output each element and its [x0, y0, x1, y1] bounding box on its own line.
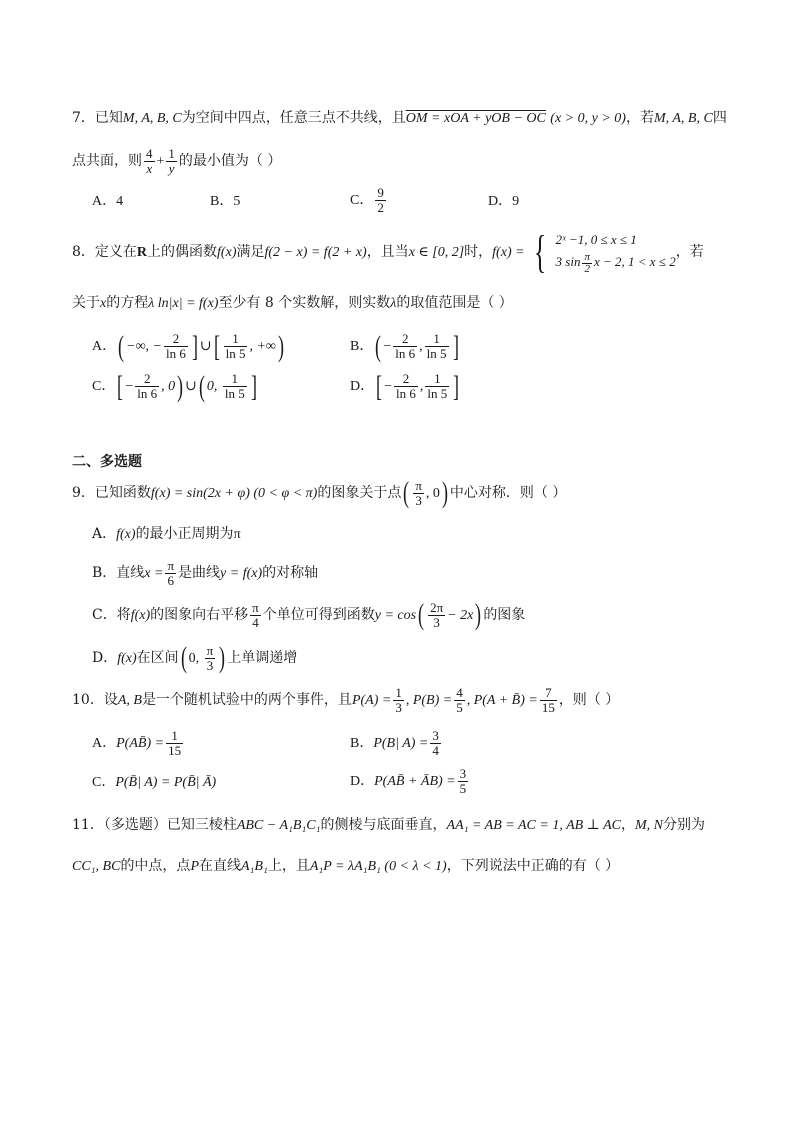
q7-points: M, A, B, C: [653, 111, 713, 126]
fraction: $\frac{2}{\ln 6}$: [166, 331, 186, 362]
q7-line2: [72, 146, 281, 177]
q10-option-b: [350, 726, 443, 761]
q7-option-a: A．4: [92, 194, 124, 209]
option-label: B．: [350, 736, 374, 751]
math-expr: f(2 − x) = f(2 + x): [264, 245, 367, 260]
fraction: $\frac{3}{4}$: [432, 727, 439, 758]
q9-option-d: D．f(x)在区间( 0, $\frac{\pi}{3}$ ) 上单调递增: [92, 641, 298, 674]
math-expr: f(x): [217, 245, 237, 260]
q7-text: 点共面，则: [72, 153, 142, 169]
q9-text: 已知函数: [94, 485, 151, 501]
fraction: $\frac{4}{x}$: [146, 145, 153, 176]
q11-text: 的侧棱与底面垂直，: [320, 817, 447, 833]
q7-text: 已知: [94, 110, 123, 126]
q10-option-a: [92, 726, 185, 761]
fraction: $\frac{2}{\ln 6}$: [137, 371, 158, 402]
math-expr: 0,: [206, 379, 221, 394]
math-expr: , P(A + B̄) =: [466, 693, 538, 708]
q8-text: 满足: [236, 244, 265, 260]
q11-text: 上，且: [267, 858, 310, 874]
math-expr: f(x): [130, 608, 151, 623]
left-brace: {: [533, 226, 547, 277]
q9-text: 中心对称．则（ ）: [449, 485, 567, 501]
math-expr: CC₁, BC: [72, 859, 121, 874]
minus-sign: −: [125, 379, 134, 394]
q8-text: 至少有 8 个实数解，则实数: [218, 295, 391, 311]
q11-text: ，: [620, 817, 635, 833]
q8-option-d: D．[ − $\frac{2}{\ln 6}$ , $\frac{1}{\ln 5}$ ]: [350, 369, 460, 403]
option-label: B．: [92, 565, 117, 581]
fraction: $\frac{\pi}{2}$: [584, 250, 590, 275]
q7-line1: [72, 108, 727, 129]
q7-option-d: D．9: [488, 194, 520, 209]
math-var: x: [100, 296, 107, 311]
q9-text: 在区间: [136, 650, 179, 666]
math-expr: A₁P = λA₁B₁ (0 < λ < 1): [309, 859, 447, 874]
q8-text: 定义在: [94, 244, 137, 260]
option-label: A．: [92, 736, 117, 751]
q9-text: 的图象: [483, 607, 526, 623]
math-var: λ: [390, 296, 397, 311]
plus-sign: +: [156, 154, 165, 169]
q10-option-d: [350, 764, 470, 799]
fraction: $\frac{2}{\ln 6}$: [395, 331, 416, 362]
q10-number: 10．: [72, 692, 104, 708]
q9-text: 的对称轴: [262, 565, 319, 581]
section-heading: 二、多选题: [72, 454, 142, 470]
q7-condition: (x > 0, y > 0): [550, 111, 626, 126]
q10-text: 是一个随机试验中的两个事件，且: [141, 692, 352, 708]
option-label: C．: [92, 607, 117, 623]
math-expr: , P(B) =: [405, 693, 453, 708]
q7-vector-equation: OM = xOA + yOB − OC: [405, 111, 546, 126]
q7-text: 的最小值为（ ）: [178, 153, 282, 169]
math-expr: P(B| A) =: [373, 736, 429, 751]
q9-option-a: [92, 524, 241, 545]
math-expr: − 2x: [447, 608, 474, 623]
math-expr: f(x): [117, 651, 137, 666]
fraction: $\frac{\pi}{6}$: [167, 557, 175, 588]
q8-line1: [72, 226, 704, 279]
q8-text: 上的偶函数: [147, 244, 218, 260]
q9-option-b: [92, 556, 318, 591]
q7-option-b: B．5: [210, 194, 241, 209]
fraction: $\frac{9}{2}$: [377, 185, 384, 216]
math-expr: f(x): [116, 527, 136, 542]
q7-number: 7．: [72, 110, 95, 126]
math-expr: , 0: [425, 486, 440, 501]
option-label: A．: [92, 526, 117, 542]
q9-text: 直线: [116, 565, 145, 581]
q8-text: 的方程: [106, 295, 149, 311]
math-expr: π: [233, 527, 241, 542]
q9-text: 个单位可得到函数: [262, 607, 375, 623]
option-label: C．: [350, 193, 374, 208]
math-expr: 0,: [188, 651, 203, 666]
math-expr: x =: [144, 566, 164, 581]
q11-text: ，下列说法中正确的有（ ）: [446, 858, 620, 874]
q8-text: ，且当: [366, 244, 409, 260]
math-expr: AA₁ = AB = AC = 1, AB ⊥ AC: [446, 818, 621, 833]
math-expr: y = cos: [374, 608, 417, 623]
q10-text: ，则（ ）: [558, 692, 620, 708]
math-expr: A₁B₁: [241, 859, 268, 874]
q7-points: M, A, B, C: [122, 111, 182, 126]
q11-number: 11．: [72, 817, 104, 833]
fraction: $\frac{\pi}{3}$: [415, 477, 422, 508]
q9-option-c: C．将f(x)的图象向右平移 $\frac{\pi}{4}$ 个单位可得到函数y = cos( $\frac{2\pi}{3}$ − 2x) 的图象: [92, 598, 526, 631]
q11-text: 分别为: [662, 817, 705, 833]
q9-text: 的最小正周期为: [135, 526, 234, 542]
q8-text: 时，: [464, 244, 493, 260]
case-2: 3 sin $\frac{\pi}{2}$ x − 2, 1 < x ≤ 2: [555, 250, 676, 275]
q8-text: 关于: [72, 295, 100, 311]
q11-text: 的中点，点: [120, 858, 191, 874]
q9-line1: 9．已知函数f(x) = sin(2x + φ) (0 < φ < π)的图象关于点( $\frac{\pi}{3}$ , 0) 中心对称．则（ ）: [72, 476, 567, 509]
q8-option-b: B．( − $\frac{2}{\ln 6}$ , $\frac{1}{\ln 5}$ ]: [350, 329, 459, 363]
option-label: D．: [350, 774, 375, 789]
q9-number: 9．: [72, 485, 95, 501]
cases: [556, 229, 676, 275]
fraction: $\frac{\pi}{3}$: [206, 642, 214, 673]
q8-option-c: C．[ − $\frac{2}{\ln 6}$ , 0) ∪( 0, $\frac{1}{\ln 5}$ ]: [92, 369, 257, 403]
fraction: $\frac{1}{\ln 5}$: [426, 331, 447, 362]
math-expr: P(AB̄ + ĀB) =: [374, 774, 456, 789]
math-expr: , 0: [161, 379, 176, 394]
fraction: $\frac{2\pi}{3}$: [430, 599, 444, 630]
q9-text: 是曲线: [178, 565, 221, 581]
math-expr: λ ln|x| = f(x): [148, 296, 219, 311]
q11-line1: [72, 815, 705, 836]
option-label: C．: [92, 379, 116, 394]
fraction: $\frac{1}{\ln 5}$: [427, 371, 448, 402]
fraction: $\frac{4}{5}$: [456, 684, 463, 715]
minus-sign: −: [383, 339, 392, 354]
real-set-symbol: R: [136, 245, 148, 260]
fraction: $\frac{1}{\ln 5}$: [224, 371, 245, 402]
q8-line2: [72, 293, 513, 314]
q8-text: ，若: [675, 244, 704, 260]
q11-text: 在直线: [199, 858, 241, 874]
union-symbol: ∪: [199, 339, 212, 354]
math-var: P: [190, 859, 199, 874]
case-1: 2ˣ −1, 0 ≤ x ≤ 1: [555, 232, 637, 248]
q8-text: 的取值范围是（ ）: [396, 295, 513, 311]
fraction: $\frac{1}{\ln 5}$: [225, 331, 246, 362]
fraction: $\frac{1}{3}$: [395, 684, 402, 715]
math-expr: P(AB̄) =: [116, 736, 165, 751]
math-expr: x ∈ [0, 2]: [408, 245, 465, 260]
fraction: $\frac{1}{15}$: [168, 727, 182, 758]
q8-option-a: A．( −∞, − $\frac{2}{\ln 6}$ ] ∪[ $\frac{1}{\ln 5}$ , +∞): [92, 329, 284, 363]
math-expr: −∞, −: [126, 339, 162, 354]
math-expr: f(x) = sin(2x + φ) (0 < φ < π): [150, 486, 318, 501]
option-label: A．: [92, 339, 117, 354]
fraction: $\frac{1}{y}$: [168, 145, 175, 176]
math-expr: M, N: [634, 818, 663, 833]
piecewise-function: [529, 226, 676, 278]
math-expr: ABC − A₁B₁C₁: [236, 818, 321, 833]
q11-text: （多选题）已知三棱柱: [103, 817, 237, 833]
q7-option-c: [350, 184, 388, 218]
q7-text: ，若: [625, 110, 654, 126]
option-label: D．: [350, 379, 375, 394]
math-expr: y = f(x): [220, 566, 263, 581]
minus-sign: −: [384, 379, 393, 394]
q10-option-c: [92, 772, 216, 793]
option-label: C．: [92, 775, 116, 790]
q9-text: 上单调递增: [227, 650, 298, 666]
math-expr: A, B: [117, 693, 142, 708]
fraction: $\frac{7}{15}$: [541, 684, 555, 715]
q10-line1: [72, 683, 619, 718]
option-label: D．: [92, 650, 118, 666]
q9-text: 的图象向右平移: [150, 607, 249, 623]
math-expr: , +∞: [249, 339, 276, 354]
q10-text: 设: [103, 692, 118, 708]
option-label: B．: [350, 339, 374, 354]
q9-text: 将: [116, 607, 131, 623]
q9-text: 的图象关于点: [317, 485, 402, 501]
q8-number: 8．: [72, 244, 95, 260]
q7-text: 为空间中四点，任意三点不共线，且: [181, 110, 406, 126]
math-expr: P(A) =: [351, 693, 392, 708]
math-expr: f(x) =: [492, 245, 525, 260]
q7-text: 四: [712, 110, 727, 126]
math-expr: P(B̄| A) = P(B̄| Ā): [115, 775, 217, 790]
fraction: $\frac{\pi}{4}$: [252, 599, 259, 630]
fraction: $\frac{3}{5}$: [459, 765, 467, 796]
union-symbol: ∪: [185, 379, 197, 394]
q11-line2: [72, 856, 619, 877]
fraction: $\frac{2}{\ln 6}$: [396, 371, 416, 402]
